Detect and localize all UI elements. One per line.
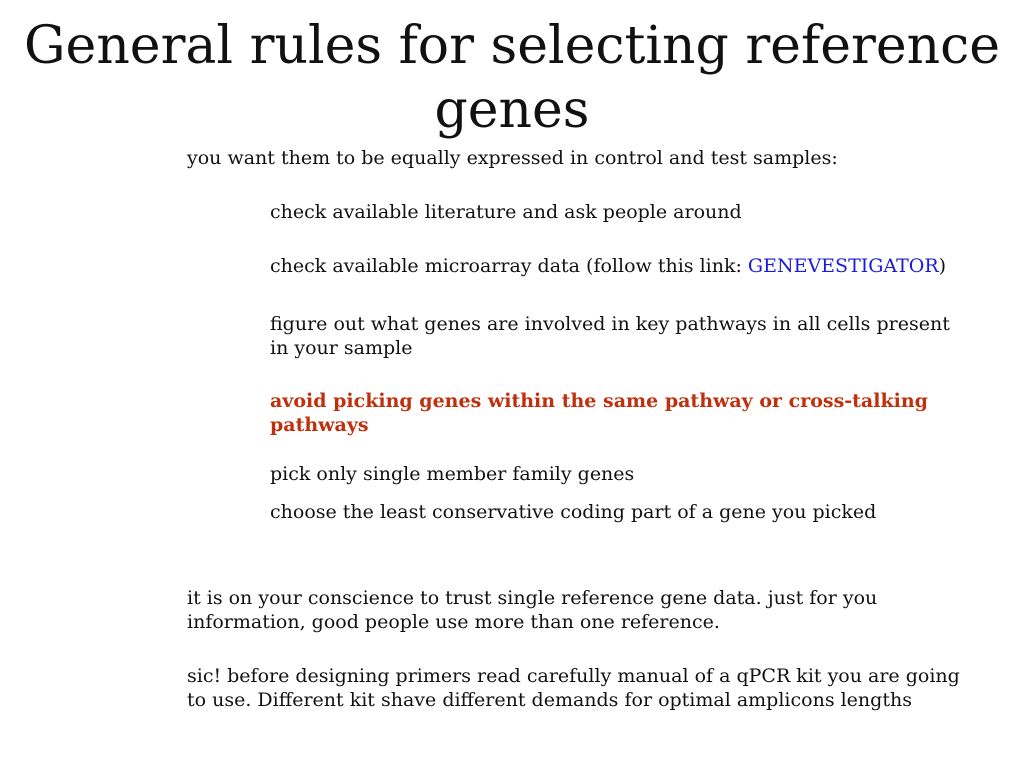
conscience-text: it is on your conscience to trust single reference gene data. just for you information, good people use more than one reference. xyxy=(187,587,878,633)
bullet-microarray-suffix: ) xyxy=(938,255,947,277)
bullet-single-member: pick only single member family genes xyxy=(270,463,635,485)
intro-text: you want them to be equally expressed in control and test samples: xyxy=(187,147,838,169)
bullet-least-conservative: choose the least conservative coding part of a gene you picked xyxy=(270,501,877,523)
slide-title: General rules for selecting reference genes xyxy=(24,16,1000,140)
bullet-microarray xyxy=(270,254,970,278)
bullet-pathways: figure out what genes are involved in key pathways in all cells present in your sample xyxy=(270,313,950,359)
bullet-avoid-warning: avoid picking genes within the same pathway or cross-talking pathways xyxy=(270,390,928,436)
bullet-literature: check available literature and ask people around xyxy=(270,201,742,223)
sic-text: sic! before designing primers read carefully manual of a qPCR kit you are going to use. Different kit shave different demands for optimal amplicons lengths xyxy=(187,665,960,711)
bullet-microarray-prefix: check available microarray data (follow this link: xyxy=(270,255,748,277)
genevestigator-link[interactable]: GENEVESTIGATOR xyxy=(747,255,939,277)
